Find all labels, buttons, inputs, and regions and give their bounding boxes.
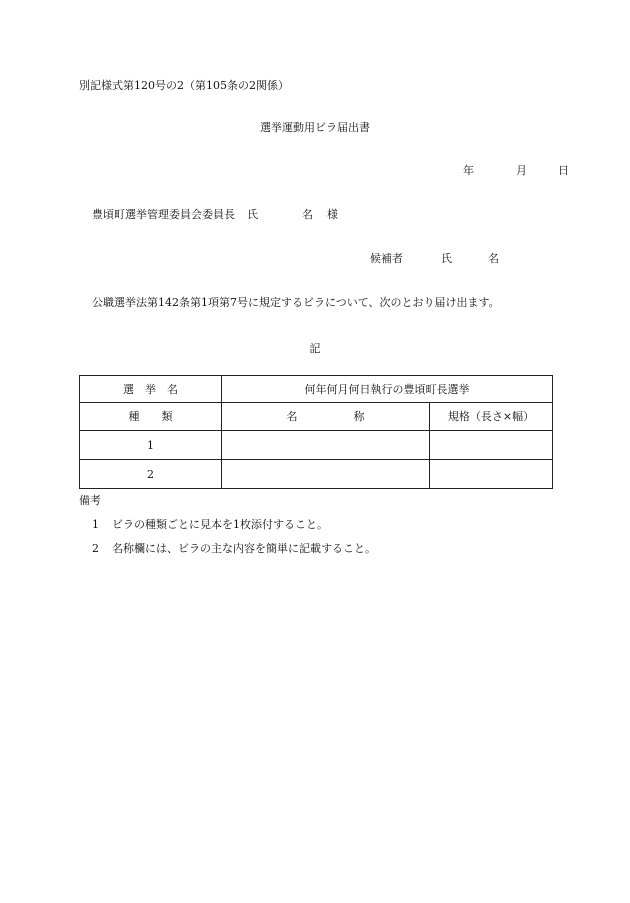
date-line: [463, 165, 569, 176]
name-cell[interactable]: [222, 460, 430, 489]
row-number: 1: [80, 431, 222, 460]
table-row: [80, 376, 553, 403]
candidate-label: 候補者: [370, 252, 403, 265]
date-month-label: 月: [516, 164, 527, 177]
notes-heading: 備考: [79, 494, 101, 507]
name-header-part-2: 称: [353, 410, 365, 423]
name-header-part-1: 名: [286, 410, 298, 423]
table-row: [80, 403, 553, 431]
candidate-line: [370, 253, 499, 264]
table-row: [80, 460, 553, 489]
note-text: ビラの種類ごとに見本を1枚添付すること。: [112, 518, 328, 531]
name-header: [222, 403, 430, 431]
note-item: [92, 519, 328, 530]
date-year-label: 年: [463, 164, 474, 177]
note-item: [92, 543, 376, 554]
election-name-label: 選 挙 名: [80, 376, 222, 403]
document-title: 選挙運動用ビラ届出書: [260, 121, 370, 134]
note-number: 2: [92, 542, 99, 555]
candidate-shi: 氏: [441, 252, 452, 265]
table-row: [80, 431, 553, 460]
row-number: 2: [80, 460, 222, 489]
form-reference: 別記様式第120号の2（第105条の2関係）: [79, 79, 289, 92]
ki-heading: 記: [309, 342, 321, 355]
note-number: 1: [92, 518, 99, 531]
name-cell[interactable]: [222, 431, 430, 460]
addressee-line: [92, 209, 338, 220]
date-day-label: 日: [558, 164, 569, 177]
addressee-sama: 様: [327, 208, 338, 221]
addressee-office: 豊頃町選挙管理委員会委員長: [92, 208, 235, 221]
addressee-shi: 氏: [247, 208, 258, 221]
election-name-value: 何年何月何日執行の豊頃町長選挙: [222, 376, 553, 403]
note-text: 名称欄には、ビラの主な内容を簡単に記載すること。: [112, 542, 376, 555]
body-text: 公職選挙法第142条第1項第7号に規定するビラについて、次のとおり届け出ます。: [92, 296, 500, 309]
ballot-info-table: [79, 375, 553, 489]
type-header: 種 類: [80, 403, 222, 431]
size-header: 規格（長さ×幅）: [430, 403, 553, 431]
size-cell[interactable]: [430, 460, 553, 489]
candidate-mei: 名: [488, 252, 499, 265]
size-cell[interactable]: [430, 431, 553, 460]
addressee-mei: 名: [302, 208, 313, 221]
